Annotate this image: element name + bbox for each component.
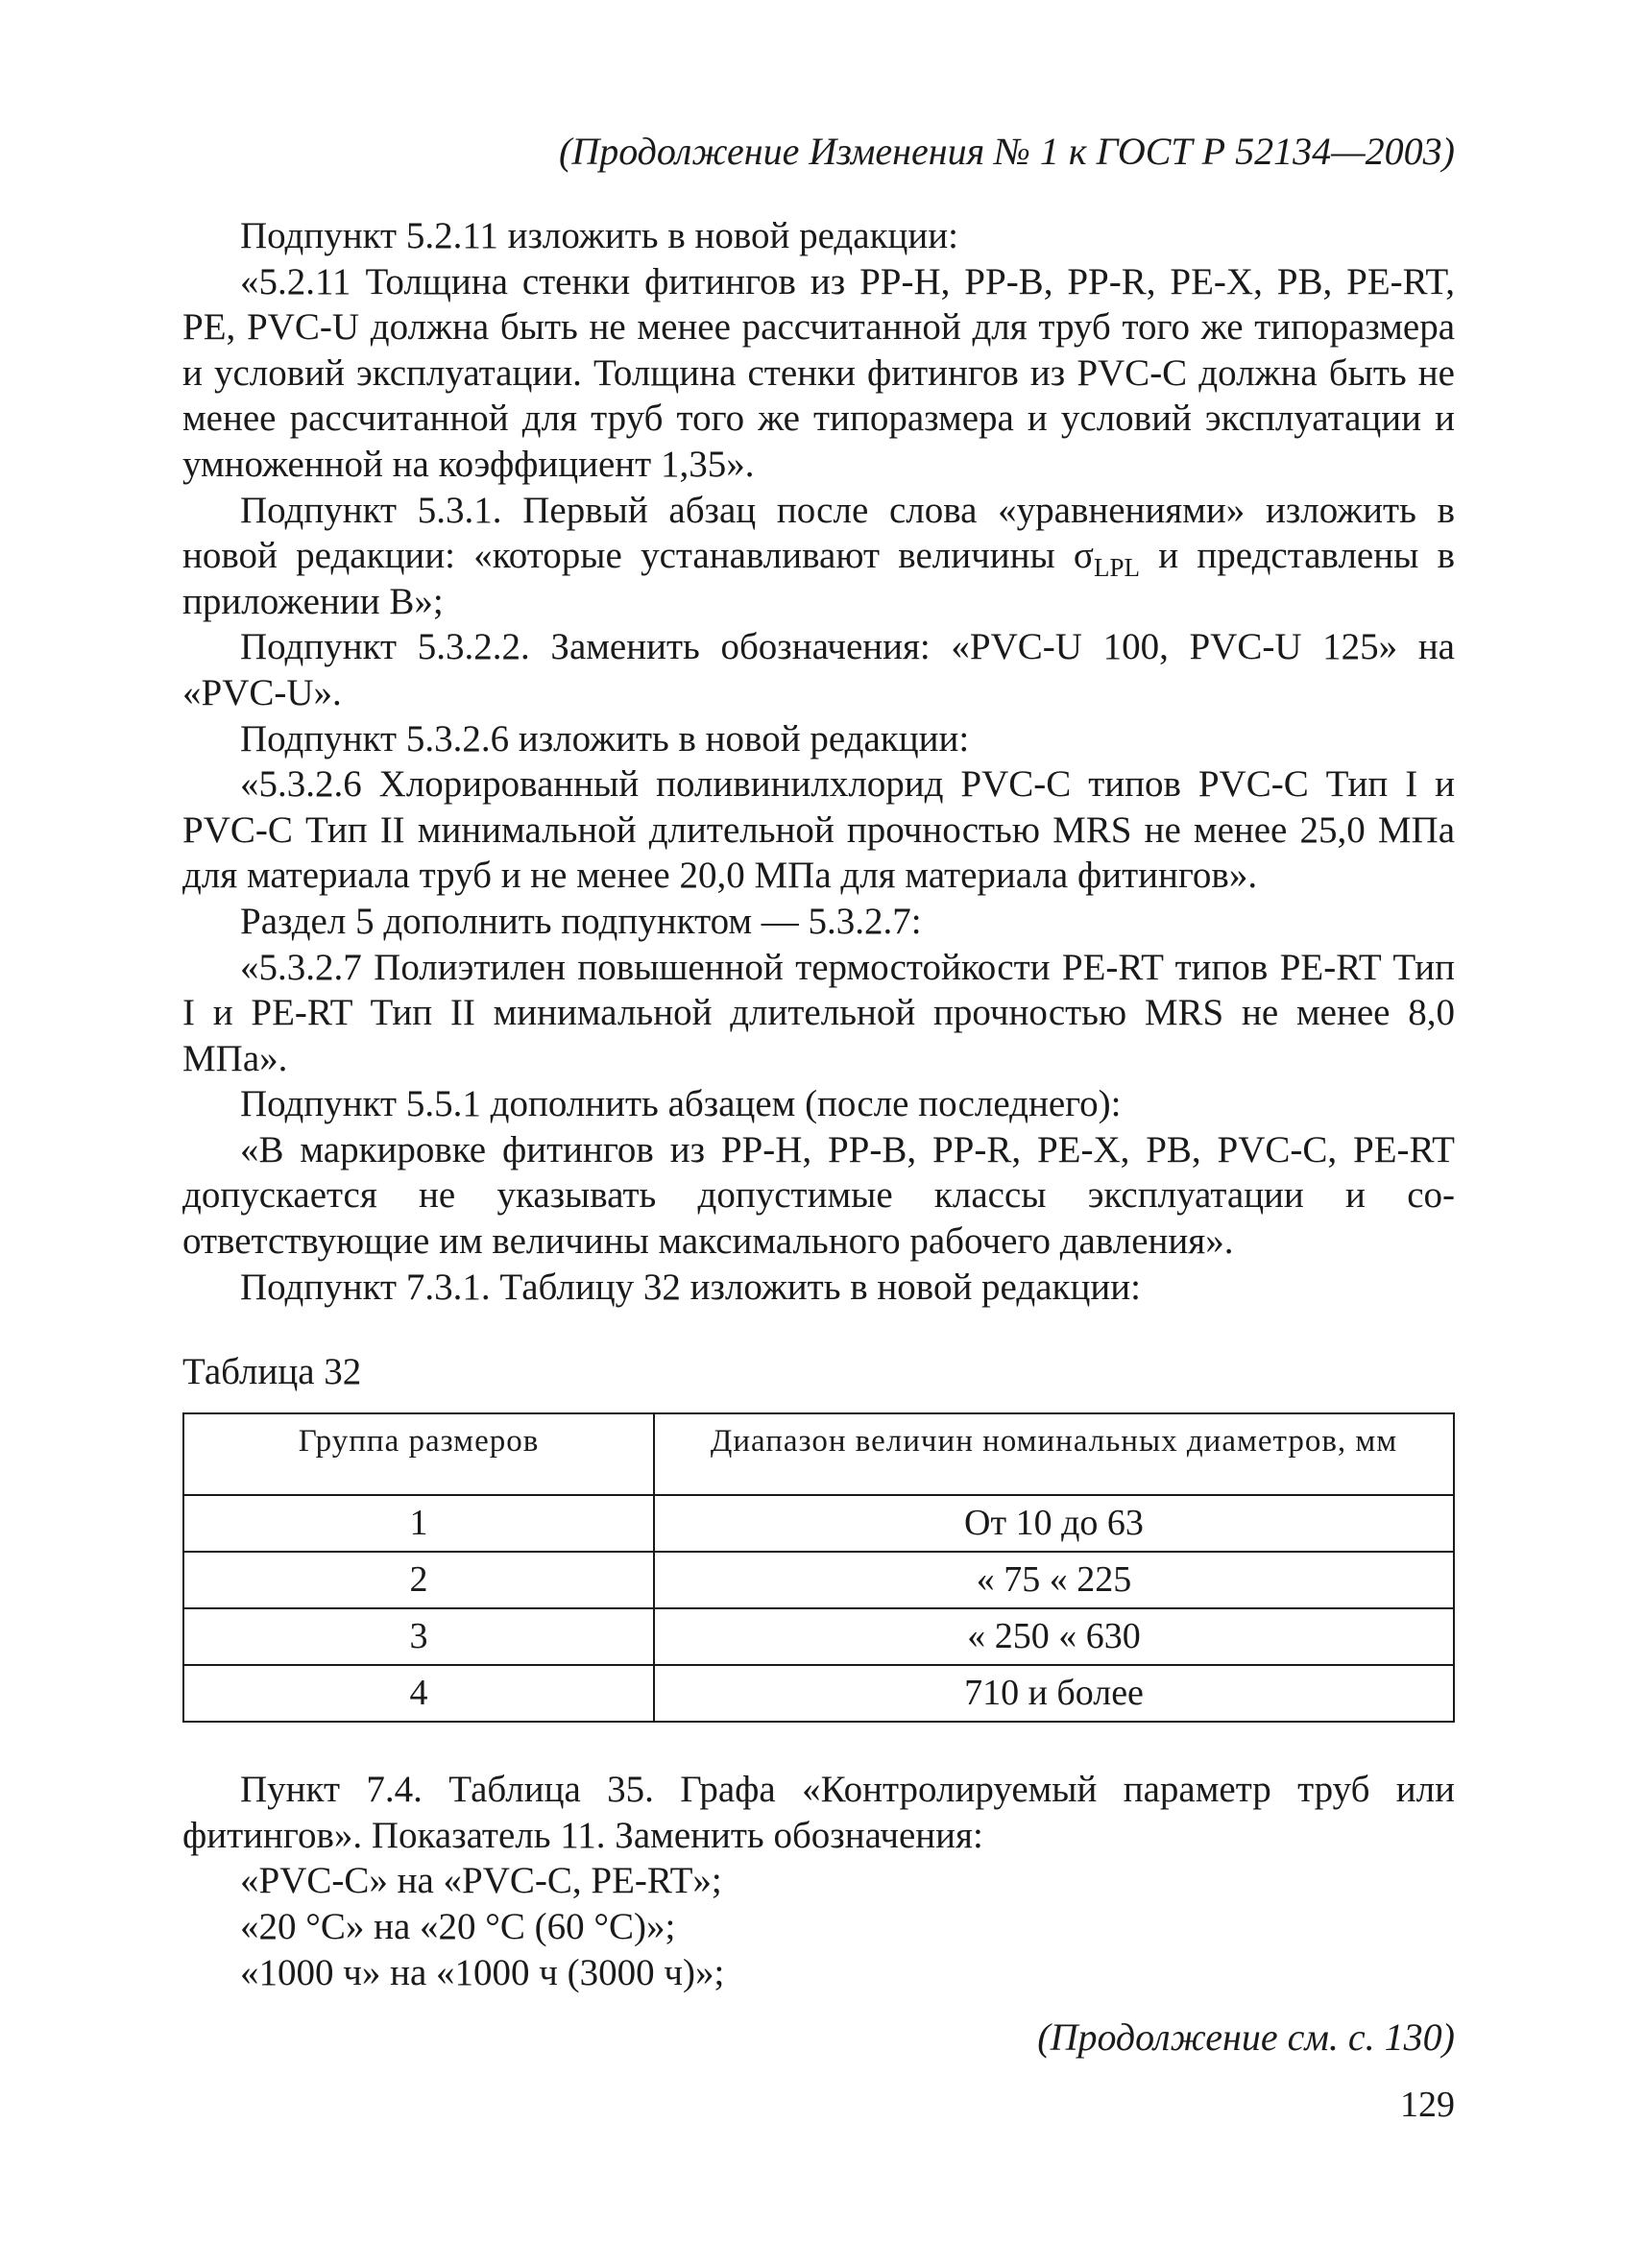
cell-group: 1 <box>183 1495 654 1552</box>
paragraph-text-tail: и представлены в приложении В»; <box>182 535 1455 622</box>
after-table-section <box>182 1767 1455 1995</box>
paragraph: Подпункт 5.3.2.2. Заменить обозначения: «PVC-U 100, PVC-U 125» на «PVC-U». <box>182 626 1455 713</box>
table-row <box>183 1665 1454 1722</box>
paragraph: «В маркировке фитингов из PP-H, PP-B, PP-R, PE-X, PB, PVC-C, PE-RT допускается не указывать допустимые классы эксплуатации и соответствующие им величины максимального рабочего давления». <box>182 1128 1455 1263</box>
paragraph-text: Подпункт 5.3.1. Первый абзац после слова «уравнениями» изложить в новой редакции: «которые устанавливают величины σ <box>182 489 1455 577</box>
table-title: Таблица 32 <box>182 1351 362 1393</box>
table-header-row <box>183 1413 1454 1495</box>
paragraph: «PVC-C» на «PVC-C, PE-RT»; <box>240 1860 722 1902</box>
paragraph: Раздел 5 дополнить подпунктом — 5.3.2.7: <box>240 900 922 942</box>
document-page <box>182 125 1455 2064</box>
page-number: 129 <box>1400 2085 1455 2125</box>
paragraph: «5.2.11 Толщина стенки фитингов из PP-H, PP-B, PP-R, PE-X, PB, PE-RT, PE, PVC-U должна быть не менее рассчитанной для труб того же типоразмера и условий эксплуатации. Толщина стенки фитингов из PVC-C должна быть не менее рассчитанной для труб того же типоразмера и условий эксплуатации и умноженной на коэффициент 1,35». <box>182 260 1455 485</box>
paragraph: «1000 ч» на «1000 ч (3000 ч)»; <box>240 1951 725 1993</box>
table-row <box>183 1552 1454 1608</box>
sigma-subscript: LPL <box>1093 553 1140 583</box>
paragraph: «5.3.2.7 Полиэтилен повышенной термостойкости PE-RT типов PE-RT Тип I и PE-RT Тип II минимальной длительной прочностью MRS не менее 8,0 МПа». <box>182 946 1455 1079</box>
paragraph: «5.3.2.6 Хлорированный поливинилхлорид PVC-C типов PVC-C Тип I и PVC-C Тип II минимальной длительной прочностью MRS не менее 25,0 МПа для материала труб и не менее 20,0 МПа для материала фитингов». <box>182 763 1455 897</box>
paragraph: Подпункт 5.2.11 изложить в новой редакции: <box>240 215 958 256</box>
table-row <box>183 1608 1454 1665</box>
column-header-size-group: Группа размеров <box>183 1413 654 1495</box>
cell-group: 3 <box>183 1608 654 1665</box>
column-header-diameter-range: Диапазон величин номинальных диаметров, мм <box>654 1413 1454 1495</box>
paragraph: Подпункт 7.3.1. Таблицу 32 изложить в новой редакции: <box>240 1266 1141 1308</box>
paragraph: Подпункт 5.3.2.6 изложить в новой редакции: <box>240 717 970 760</box>
paragraph: Подпункт 5.5.1 дополнить абзацем (после последнего): <box>240 1083 1122 1125</box>
continuation-note: (Продолжение см. с. 130) <box>1037 2015 1455 2060</box>
cell-group: 4 <box>183 1665 654 1722</box>
page-header: (Продолжение Изменения № 1 к ГОСТ Р 52134—2003) <box>559 130 1455 173</box>
paragraph: «20 °С» на «20 °С (60 °С)»; <box>240 1906 676 1948</box>
paragraph-sigma <box>182 488 1455 625</box>
cell-range: « 250 « 630 <box>654 1608 1454 1665</box>
table-row <box>183 1495 1454 1552</box>
cell-range: « 75 « 225 <box>654 1552 1454 1608</box>
cell-group: 2 <box>183 1552 654 1608</box>
cell-range: 710 и более <box>654 1665 1454 1722</box>
table-32 <box>182 1412 1455 1723</box>
cell-range: От 10 до 63 <box>654 1495 1454 1552</box>
paragraph: Пункт 7.4. Таблица 35. Графа «Контролируемый параметр труб или фитингов». Показатель 11. Заменить обозначения: <box>182 1769 1455 1856</box>
